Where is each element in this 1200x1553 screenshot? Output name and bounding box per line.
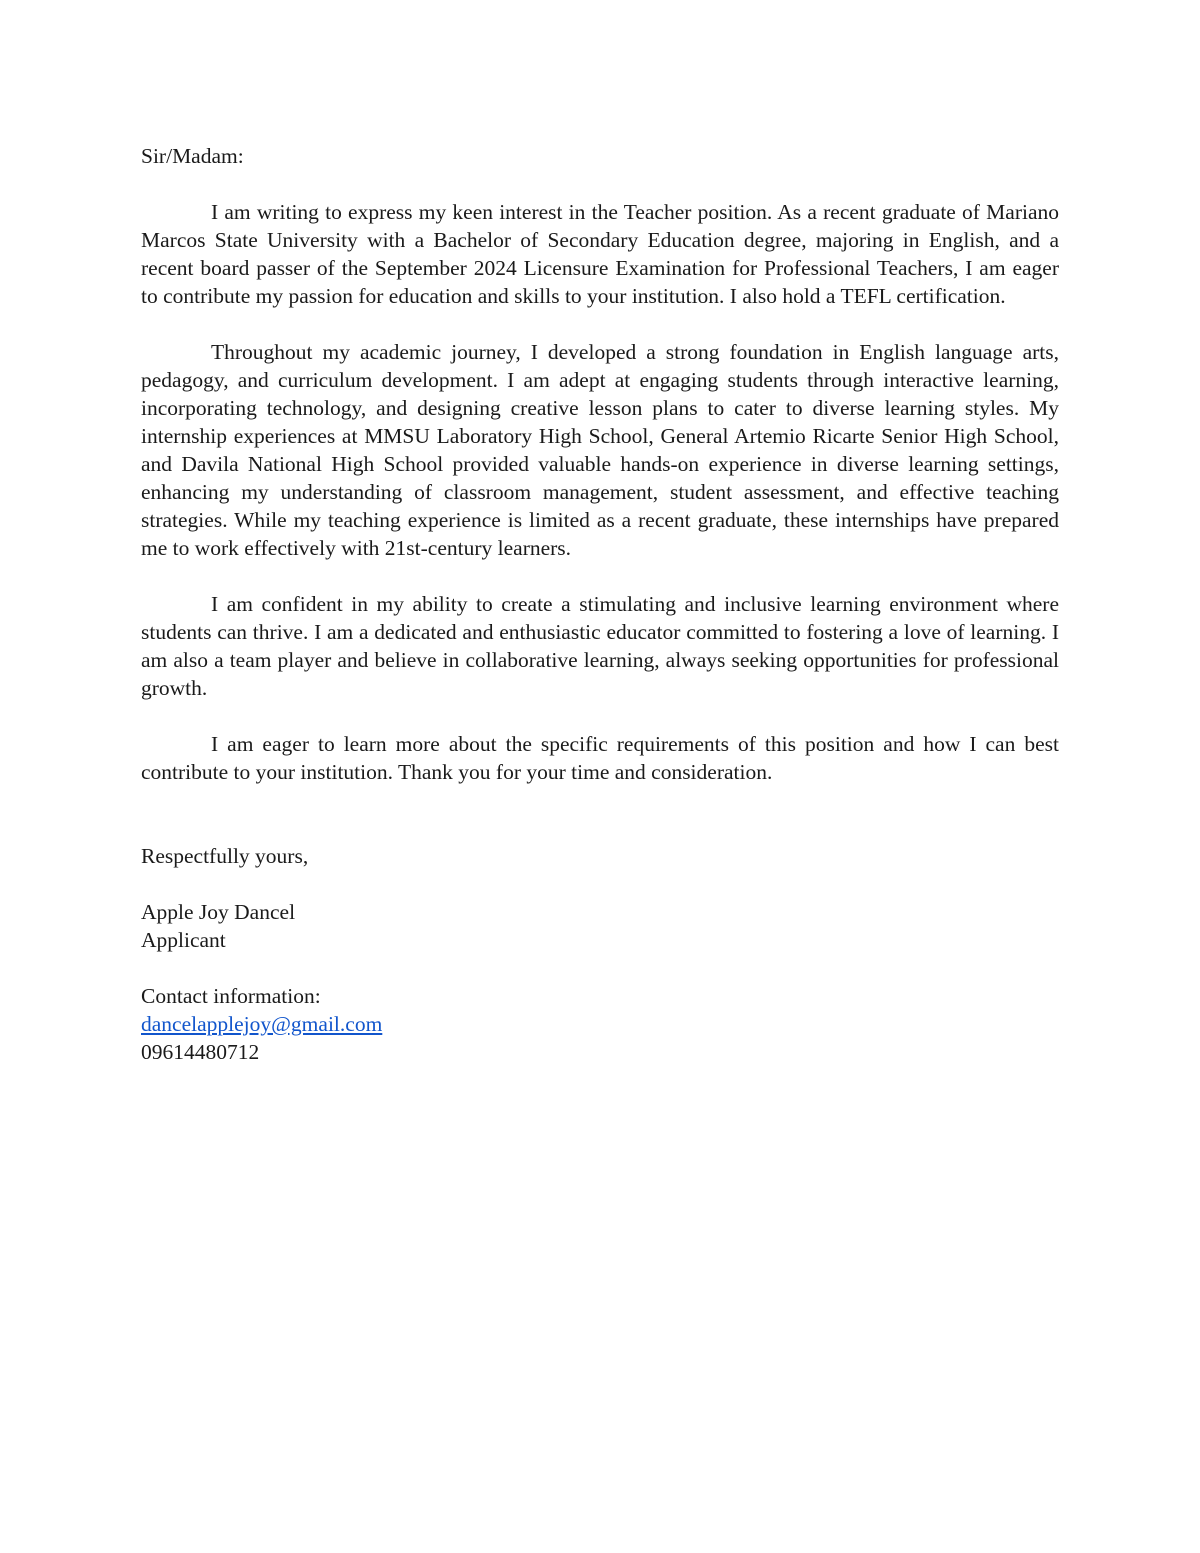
- signer-name: Apple Joy Dancel: [141, 900, 296, 924]
- paragraph-closing-remarks: I am eager to learn more about the specific requirements of this position and how I can best contribute to your institution. Thank you for your time and consideration.: [141, 732, 1059, 784]
- contact-block: [141, 982, 1059, 1066]
- letter-page: [141, 142, 1059, 1094]
- signer-title: Applicant: [141, 928, 226, 952]
- closing: Respectfully yours,: [141, 844, 309, 868]
- paragraph-experience: Throughout my academic journey, I developed a strong foundation in English language arts, pedagogy, and curriculum development. I am adept at engaging students through interactive learning, incorporating technology, and designing creative lesson plans to cater to diverse learning styles. My internship experiences at MMSU Laboratory High School, General Artemio Ricarte Senior High School, and Davila National High School provided valuable hands-on experience in diverse learning settings, enhancing my understanding of classroom management, student assessment, and effective teaching strategies. While my teaching experience is limited as a recent graduate, these internships have prepared me to work effectively with 21st-century learners.: [141, 340, 1059, 560]
- paragraph-qualities: I am confident in my ability to create a stimulating and inclusive learning environment where students can thrive. I am a dedicated and enthusiastic educator committed to fostering a love of learning. I am also a team player and believe in collaborative learning, always seeking opportunities for professional growth.: [141, 592, 1059, 700]
- paragraph-intro: I am writing to express my keen interest in the Teacher position. As a recent graduate of Mariano Marcos State University with a Bachelor of Secondary Education degree, majoring in English, and a recent board passer of the September 2024 Licensure Examination for Professional Teachers, I am eager to contribute my passion for education and skills to your institution. I also hold a TEFL certification.: [141, 200, 1059, 308]
- contact-phone: 09614480712: [141, 1040, 260, 1064]
- contact-email-link[interactable]: dancelapplejoy@gmail.com: [141, 1012, 383, 1036]
- salutation: Sir/Madam:: [141, 144, 244, 168]
- spacer: [141, 814, 1059, 842]
- contact-label: Contact information:: [141, 984, 321, 1008]
- signature-block: [141, 898, 1059, 954]
